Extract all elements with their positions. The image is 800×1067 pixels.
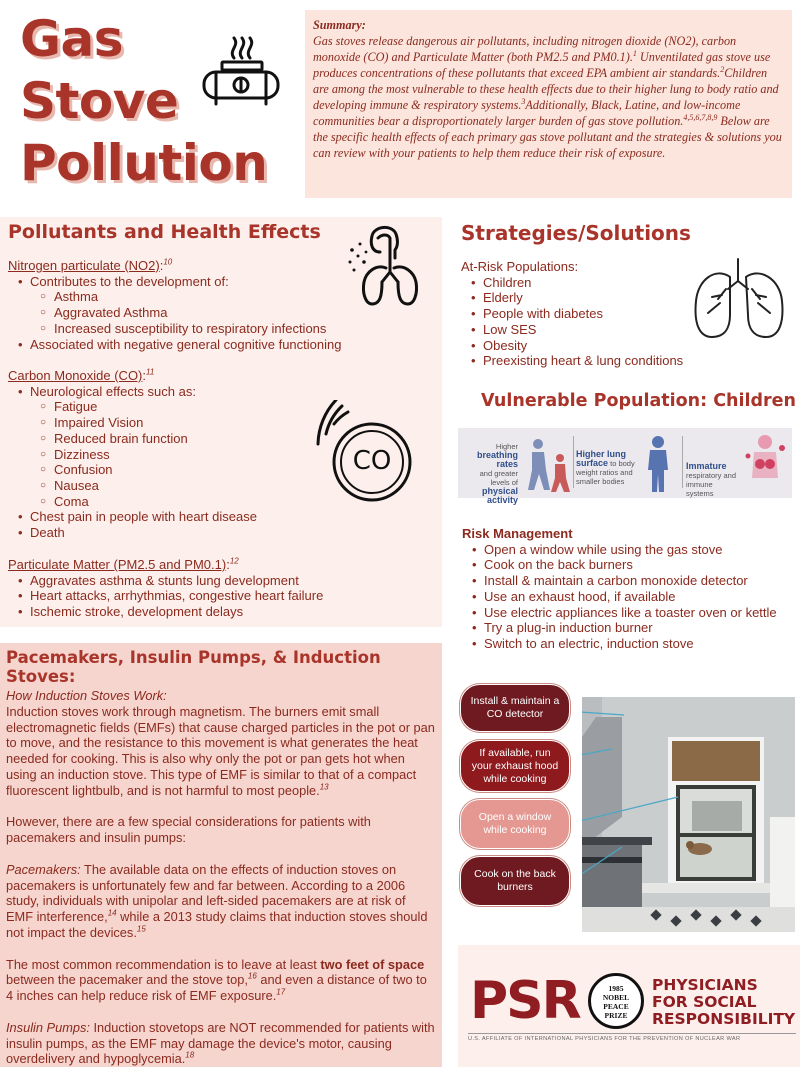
co-subitem: ○ Nausea [54,478,308,494]
at-risk-item: • Children [483,275,781,291]
co-subitem: ○ Reduced brain function [54,431,308,447]
risk-item: • Install & maintain a carbon monoxide detector [484,573,792,589]
gas-stove-icon [196,34,286,109]
summary-text-5: Below are the specific health effects of each primary gas stove pollutant and the strategies & solutions you can review with your patients to help them reduce their risk of exposure. [313,114,782,160]
risk-item: • Switch to an electric, induction stove [484,636,792,652]
risk-item: • Use an exhaust hood, if available [484,589,792,605]
pm-item: • Aggravates asthma & stunts lung development [30,573,438,589]
pm-item: • Heart attacks, arrhythmias, congestive heart failure [30,588,438,604]
summary-text-1: Gas stoves release dangerous air pollutants, including nitrogen dioxide (NO2), carbon monoxide (CO) and Particulate Matter (both PM2.5 and PM0.1). [313,34,737,64]
pm-section: Particulate Matter (PM2.5 and PM0.1):$^{12}$ • Aggravates asthma & stunts lung development • Heart attacks, arrhythmias, congestive heart failure • Ischemic stroke, development delays [8,557,438,620]
summary-label: Summary: [313,18,366,32]
info-text-1a: Higher [495,442,518,451]
pill-co-detector: Install & maintain a CO detector [460,684,570,732]
info-text-2a: Higher lung surface [576,449,626,468]
seal-line-2: PEACE [603,1002,629,1011]
summary-ref-1: 1 [632,48,637,58]
induction-subhead: How Induction Stoves Work: [6,688,167,703]
info-text-3a: Immature [686,461,727,471]
pill-open-window: Open a window while cooking [460,799,570,849]
pill-back-burners: Cook on the back burners [460,856,570,906]
risk-label: Risk Management [462,526,573,541]
nobel-seal [588,973,644,1029]
risk-item: • Open a window while using the gas stove [484,542,792,558]
seal-line-1: NOBEL [602,993,630,1002]
title-line-3: Pollution [20,134,268,192]
info-text-1d: physical activity [481,486,518,505]
co-subitem: ○ Confusion [54,462,308,478]
info-text-1b: breathing rates [476,450,518,469]
co-section: Carbon Monoxide (CO):$^{11}$ • Neurological effects such as: ○ Fatigue ○ Impaired Vision ○ Reduced brain function ○ Dizziness ○ Confusion ○ Nausea ○ Coma • Chest pain in people with heart disease • Death [8,368,308,541]
pacemaker-heading: Pacemakers, Insulin Pumps, & Induction Stoves: [6,648,381,686]
child-standing-icon [638,434,678,494]
summary-ref-3: 3 [521,96,526,106]
psr-name-1: PHYSICIANS [652,976,758,994]
seal-year: 1985 [608,984,624,993]
insulin-paragraph: Insulin Pumps: Induction stovetops are NOT recommended for patients with insulin pumps, as the EMF may damage the device's motor, causing overdelivery and hypoglycemia.$^{18}$ [6,1019,435,1067]
psr-logo [458,945,800,1067]
child-lungs-icon [740,432,790,494]
co-subitem: ○ Impaired Vision [54,415,308,431]
pm-item: • Ischemic stroke, development delays [30,604,438,620]
no2-ref: 10 [163,257,173,267]
psr-tagline: U.S. AFFILIATE OF INTERNATIONAL PHYSICIANS FOR THE PREVENTION OF NUCLEAR WAR [468,1036,741,1042]
no2-item: • Associated with negative general cognitive functioning [30,337,438,353]
no2-subitem: ○ Aggravated Asthma [54,305,438,321]
co-item: • Neurological effects such as: ○ Fatigue ○ Impaired Vision ○ Reduced brain function ○ Dizziness ○ Confusion ○ Nausea ○ Coma [30,384,308,510]
summary-ref-2: 2 [720,64,725,74]
at-risk-item: • Elderly [483,290,781,306]
summary-box [305,10,792,198]
at-risk-label: At-Risk Populations: [461,259,579,274]
co-ref: 11 [146,367,155,377]
summary-text-2: Unventilated gas stove use produces concentrations of these pollutants that exceed EPA ambient air standards. [313,50,771,80]
strategies-heading: Strategies/Solutions [461,221,691,245]
co-detector-icon [312,400,422,505]
no2-subitem: ○ Asthma [54,289,438,305]
pacemakers-paragraph: Pacemakers: The available data on the effects of induction stoves on pacemakers is unfortunately few and far between. According to a 2006 study, individuals with unipolar and left-sided pacemakers are at risk of EMF interference,$^{14}$ while a 2013 study claims that induction stoves should not impact the devices.$^{15}$ [6,861,428,940]
co-heading: Carbon Monoxide (CO) [8,368,143,383]
risk-item: • Try a plug-in induction burner [484,620,792,636]
summary-ref-4: 4,5,6,7,8,9 [683,112,718,122]
info-text-3b: respiratory and immune systems [686,471,737,498]
summary-text-3: Children are among the most vulnerable to these health effects due to their higher lung to body ratio and developing immune & respiratory systems. [313,66,779,112]
induction-paragraph: Induction stoves work through magnetism. The burners emit small electromagnetic fields (EMFs) that cause charged particles in the pot or pan to move, and the resistance to this movement is what generates the heat needed for cooking. This is also why only the pot or pan gets hot when using an induction stove. This type of EMF is similar to that of a compact fluorescent lightbulb, and is not harmful to most people.$^{13}$ [6,703,435,798]
risk-item: • Use electric appliances like a toaster oven or kettle [484,605,792,621]
title-line-1: Gas [20,10,124,68]
no2-item: • Contributes to the development of: ○ Asthma ○ Aggravated Asthma ○ Increased susceptibility to respiratory infections [30,274,438,337]
children-infographic [458,428,792,505]
info-text-2b: to body weight ratios and smaller bodies [576,459,635,486]
at-risk-item: • Low SES [483,322,781,338]
psr-name-3: RESPONSIBILITY [652,1010,796,1028]
vulnerable-heading: Vulnerable Population: Children [481,391,796,411]
title-line-2: Stove [20,72,179,130]
psr-name-2: FOR SOCIAL [652,993,757,1011]
pm-ref: 12 [229,556,239,566]
no2-subitem: ○ Increased susceptibility to respiratory infections [54,321,438,337]
pm-heading: Particulate Matter (PM2.5 and PM0.1) [8,557,227,572]
co-item: • Chest pain in people with heart disease [30,509,308,525]
seal-line-3: PRIZE [604,1011,628,1020]
distance-paragraph: The most common recommendation is to leave at least two feet of space between the pacemaker and the stove top,$^{16}$ and even a distance of two to 4 inches can help reduce risk of EMF exposure.$^{17}$ [6,956,427,1004]
at-risk-item: • Preexisting heart & lung conditions [483,353,781,369]
pacemaker-panel [0,643,442,1067]
co-subitem: ○ Dizziness [54,447,308,463]
kitchen-photo [582,697,795,932]
summary-text-4: Additionally, Black, Latine, and low-income communities bear a disproportionately larger burden of gas stove pollution. [313,98,741,128]
co-item: • Death [30,525,308,541]
pollutants-heading: Pollutants and Health Effects [8,221,321,243]
children-running-icon [520,434,575,494]
psr-name [652,977,795,1028]
co-icon-label: CO [352,446,392,476]
pill-exhaust-hood: If available, run your exhaust hood while cooking [460,740,570,792]
risk-item: • Cook on the back burners [484,557,792,573]
co-subitem: ○ Coma [54,494,308,510]
at-risk-item: • Obesity [483,338,781,354]
no2-heading: Nitrogen particulate (NO2) [8,258,160,273]
info-text-1c: and greater levels of [479,469,518,487]
risk-management-section [462,526,792,652]
at-risk-item: • People with diabetes [483,306,781,322]
lungs-icon [690,255,790,345]
psr-letters: PSR [470,971,580,1031]
co-subitem: ○ Fatigue [54,399,308,415]
considerations-paragraph: However, there are a few special considerations for patients with pacemakers and insulin pumps: [6,814,371,846]
no2-section: Nitrogen particulate (NO2):$^{10}$ • Contributes to the development of: ○ Asthma ○ Aggravated Asthma ○ Increased susceptibility to respiratory infections • Associated with negative general cognitive functioning [8,258,438,352]
